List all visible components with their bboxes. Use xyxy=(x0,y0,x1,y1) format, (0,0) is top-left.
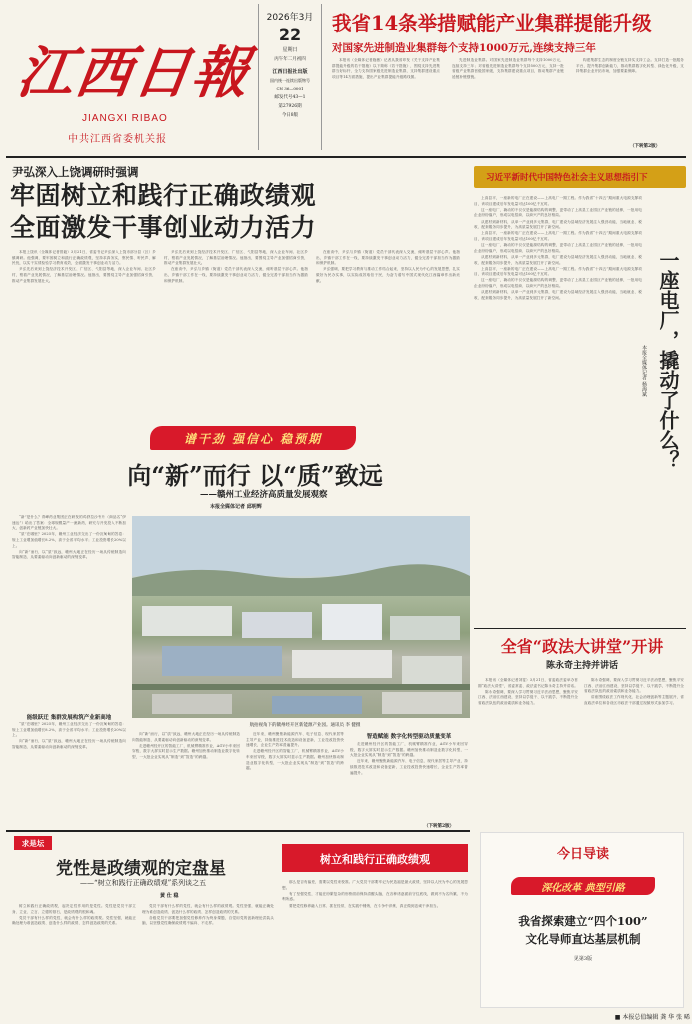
feature-photo xyxy=(132,516,470,718)
bottom-left-subhead: ——“树立和践行正确政绩观”系列谈之五 xyxy=(80,879,207,887)
top-story-col-3: 构建集群生态的制度全链支持实支持工会。支持打造一批服务平台，提升集群创新能力，推动集群数字化转型、绿色化升级，支持集群企业开拓市场，加强要素保障。 xyxy=(576,58,684,74)
middle-col-1: 向“新”而行，以“质”致远，赣州大地正在经历一场从传统制造向智能制造、从要素驱动向创新驱动的深刻变革。 走进赣州经开区的智能工厂，机械臂精准作业，AGV小车来回穿梭，数字大屏实时显示生产数据。赣州加快推动制造业数字化转型，一大批企业实现从“制造”到“智造”的跨越。 xyxy=(132,732,240,759)
feature-headline: 向“新”而行 以“质”致远 xyxy=(127,461,383,490)
second-story-headline-2: 全面激发干事创业动力活力 xyxy=(10,213,317,242)
bottom-mid-banner-text: 树立和践行正确政绩观 xyxy=(320,853,430,866)
post-code: 邮发代号43—1 xyxy=(274,95,306,100)
bottom-mid-banner xyxy=(282,844,468,872)
top-story-col-2: 先进制造业集群。对国家先进制造业集群每个支持1000万元，连续支持三年；对省级先进制造业集群每个支持500万元，支持一批省级产业集群晋级国家级，支持集群建设重点项目，推动集群产业链延链补链强链。 xyxy=(452,58,564,79)
date-panel xyxy=(258,4,322,150)
issue-number: 第27926期 xyxy=(278,104,302,109)
bottom-left-author: 黄 仕 稳 xyxy=(160,893,179,899)
right-lower-divider xyxy=(474,628,686,629)
feature-byline: 本报全媒体记者 邱明辉 xyxy=(210,504,262,510)
top-story-col-1: 本报讯（全媒体记者施薇）记者从我省印发《关于支持产业集群提能升级的若干措施》以下简称《若干措施》，围绕支持先进集群当好标杆，全力支持国家级先进制造业集群，支持集群建设重点项目等14方面措施，提出产业集群提能升级路线图。 xyxy=(332,58,440,79)
second-story-kicker: 尹弘深入上饶调研时强调 xyxy=(12,165,139,179)
top-story-subhead: 对国家先进制造业集群每个支持1000万元,连续支持三年 xyxy=(332,42,596,54)
masthead-pinyin: JIANGXI RIBAO xyxy=(82,113,168,124)
right-column-headline: 一座电厂，撬动了什么？ xyxy=(656,250,680,470)
right-banner-text: 习近平新时代中国特色社会主义思想指引下 xyxy=(486,173,648,183)
slogan-banner xyxy=(150,426,356,450)
photo-caption: 航拍视角下的赣州经开区新能源产业园。通讯员 李 健摄 xyxy=(249,723,361,728)
second-story-col-2: 尹弘先后来到上饶经济技术开发区、广信区、弋阳县等地，深入企业车间、社区乡村，察看产业发展情况，了解基层治理情况。他指出，要围绕主导产业加强招商引资，推动产业集群发展壮大。 在座谈中，尹弘与乡镇（街道）党员干部代表深入交流，倾听基层干部心声。他指出，乡镇干部工作在一线，要持续激发干事创业动力活力，健全完善干部担当作为激励和保护机制。 xyxy=(164,250,308,283)
today-guide-banner xyxy=(511,877,655,895)
date-day: 22 xyxy=(278,25,302,44)
cn-number-label: 国内统一连续出版物号 xyxy=(270,78,310,83)
masthead xyxy=(0,0,692,152)
bottom-mid-col: 那么是否有偏差，需要以党性来校准。广大党员干部要牢记为民造福是最大政绩，坚持以人民为中心的发展思想。 有了坚强党性，才能在纷繁复杂的形势面前保持清醒头脑，在各种诱惑面前守住底线，做到不为名所累、不为利所惑。 要把党性修养融入日常、抓在经常，在实践中锤炼，在斗争中淬炼，真正做到忠诚干净担当。 xyxy=(282,880,468,908)
bottom-left-col-2: 党员干部有什么样的党性，就会有什么样的政绩观。党性坚强，就能正确处理为谁创造政绩、创造什么样的政绩、怎样创造政绩的关系。 各级党员干部要把加强党性修养作为终身课题，自觉用党的创新理论武装头脑，以坚强党性确保政绩观不偏向、不走样。 xyxy=(142,904,274,926)
middle-col-2: 近年来，赣州聚焦新能源汽车、电子信息、现代家居等主导产业，持续推进技术改造和设备更新，工业技改投资快速增长，企业生产效率普遍提升。 走进赣州经开区的智能工厂，机械臂精准作业，AGV小车来回穿梭，数字大屏实时显示生产数据。赣州加快推动制造业数字化转型，一大批企业实现从“制造”到“智造”的跨越。 xyxy=(246,732,344,771)
date-weekday: 星期日 xyxy=(282,47,298,53)
today-guide-banner-text: 深化改革 典型引路 xyxy=(541,883,625,894)
top-story-continued: （下转第2版） xyxy=(630,144,661,149)
today-guide-more[interactable]: 见第3版 xyxy=(573,956,593,962)
second-story-col-3: 在座谈中，尹弘与乡镇（街道）党员干部代表深入交流，倾听基层干部心声。他指出，乡镇干部工作在一线，要持续激发干事创业动力活力，健全完善干部担当作为激励和保护机制。 尹弘强调，要把学习教育与推动工作结合起来，坚持以人民为中心的发展思想，扎实做好为民办实事，以实际成效取信于民，为奋力谱写中国式现代化江西篇章作出新贡献。 xyxy=(316,250,460,283)
right-mid-continued: （下转第2版） xyxy=(424,824,455,829)
right-banner xyxy=(474,166,686,188)
right-lower-subhead: 陈永奇主持并讲话 xyxy=(545,661,618,671)
right-column-byline: 本报全媒体记者 杨海斌 xyxy=(641,345,647,397)
page-count: 今日8版 xyxy=(281,113,299,118)
second-story-col-1: 本报上饶讯（全媒体记者曾毅）3月21日，省委书记尹弘深入上饶市部分县（区）乡镇调研。他强调，要牢固树立和践行正确政绩观，坚持求真务实，察民情、听民声、解民忧，以实干实绩检验学习教育成效，全面激发干事创业动力活力。 尹弘先后来到上饶经济技术开发区、广信区、弋阳县等地，深入企业车间、社区乡村，察看产业发展情况，了解基层治理情况。他指出，要围绕主导产业加强招商引资，推动产业集群发展壮大。 xyxy=(12,250,156,283)
masthead-logo-title: 江西日報 xyxy=(13,40,255,106)
cn-number: CN 36—0001 xyxy=(276,86,304,91)
left-article-body: “质”在哪里？2025年，赣州工业经济交出了一份沉甸甸的答卷：规上工业增加值增长8.2%，高于全省平均水平；工业投资增长20%以上。 向“新”而行，以“质”致远，赣州大地正在经历一场从传统制造向智能制造、从要素驱动向创新驱动的深刻变革。 xyxy=(12,722,126,749)
feature-subhead: ——赣州工业经济高质量发展观察 xyxy=(200,490,328,500)
right-lower-col-1: 本报讯（全媒体记者刘雯）3月21日，省委政法委举办首期“政法大讲堂”，省委常委、政法委书记陈永奇主持并讲话。 陈永奇强调，要深入学习贯彻习近平法治思想，聚焦平安江西、法治江西建设，坚持以学促干、以干践学，不断提升全省政法队伍的政治素质和业务能力。 xyxy=(478,678,578,705)
today-guide-title: 今日导读 xyxy=(556,847,609,862)
slogan-text: 谱干劲 强信心 稳预期 xyxy=(183,432,323,446)
right-lower-headline: 全省“政法大讲堂”开讲 xyxy=(500,637,664,656)
right-mid-section-title: 智造赋能 数字化转型驱动质量变革 xyxy=(366,734,452,740)
right-column-body: 上高县平，一座新的电厂正在建设——上高电厂一期工程。作为我省“十四五”期间重大电源支撑项目，该项目建成后年发电量可达100亿千瓦时。 这一座电厂，撬动的不仅仅是能源结构的调整，更带动了上高县工业园区产业链的延伸，一批用电企业纷纷落户，形成以电招商、以商兴产的良好格局。 从建材到新材料，从单一产业到多元集群，电厂建设为县域经济发展注入强劲动能，当地就业、税收、配套服务同步提升，为高质量发展打开了新空间。 上高县平，一座新的电厂正在建设——上高电厂一期工程。作为我省“十四五”期间重大电源支撑项目，该项目建成后年发电量可达100亿千瓦时。 这一座电厂，撬动的不仅仅是能源结构的调整，更带动了上高县工业园区产业链的延伸，一批用电企业纷纷落户，形成以电招商、以商兴产的良好格局。 从建材到新材料，从单一产业到多元集群，电厂建设为县域经济发展注入强劲动能，当地就业、税收、配套服务同步提升，为高质量发展打开了新空间。 上高县平，一座新的电厂正在建设——上高电厂一期工程。作为我省“十四五”期间重大电源支撑项目，该项目建成后年发电量可达100亿千瓦时。 这一座电厂，撬动的不仅仅是能源结构的调整，更带动了上高县工业园区产业链的延伸，一批用电企业纷纷落户，形成以电招商、以商兴产的良好格局。 从建材到新材料，从单一产业到多元集群，电厂建设为县域经济发展注入强劲动能，当地就业、税收、配套服务同步提升，为高质量发展打开了新空间。 xyxy=(474,196,642,300)
second-story-headline-1: 牢固树立和践行正确政绩观 xyxy=(10,181,317,210)
masthead-publisher: 中共江西省委机关报 xyxy=(68,134,167,145)
right-lower-col-2: 陈永奇强调，要深入学习贯彻习近平法治思想，聚焦平安江西、法治江西建设，坚持以学促干、以干践学，不断提升全省政法队伍的政治素质和业务能力。 讲座围绕政法工作现代化、社会治理创新等主题展开，省直政法单位和各设区市政法干部通过视频形式参加学习。 xyxy=(584,678,684,705)
right-mid-col: 走进赣州经开区的智能工厂，机械臂精准作业，AGV小车来回穿梭，数字大屏实时显示生产数据。赣州加快推动制造业数字化转型，一大批企业实现从“制造”到“智造”的跨越。 近年来，赣州聚焦新能源汽车、电子信息、现代家居等主导产业，持续推进技术改造和设备更新，工业技改投资快速增长，企业生产效率普遍提升。 xyxy=(350,742,468,775)
masthead-divider xyxy=(6,156,686,158)
date-year-month: 2026年3月 xyxy=(266,13,314,23)
top-story-headline: 我省14条举措赋能产业集群提能升级 xyxy=(332,12,652,35)
publisher-org: 江西日报社出版 xyxy=(272,69,308,75)
today-guide-box xyxy=(480,832,684,1008)
left-article-intro: “新”是什么？青峰药业集团正在研发的鸡舒拉沙韦片（商品名“伊速达”）给出了答案：全球规模量产一流新药，研究与开发投入不断加大，创新药产业链加快壮大。 “质”在哪里？2025年，赣州工业经济交出了一份沉甸甸的答卷：规上工业增加值增长8.2%，高于全省平均水平；工业投资增长20%以上。 向“新”而行，以“质”致远，赣州大地正在经历一场从传统制造向智能制造、从要素驱动向创新驱动的深刻变革。 xyxy=(12,515,126,560)
bottom-left-headline: 党性是政绩观的定盘星 xyxy=(56,859,226,879)
left-article-section-title: 能级跃迁 集群发展构筑产业新高地 xyxy=(26,715,112,721)
bottom-left-col-1: 树立和践行正确政绩观，起决定性作用的是党性。党性是党员干部立身、立业、立言、立德的基石，是政绩观的根和魂。 党员干部有什么样的党性，就会有什么样的政绩观。党性坚强，就能正确处理为谁创造政绩、创造什么样的政绩、怎样创造政绩的关系。 xyxy=(12,904,136,926)
column-tag-text: 求是坛 xyxy=(21,839,45,848)
industrial-park-photo xyxy=(132,516,470,718)
today-guide-headline-1[interactable]: 我省探索建立“四个100” xyxy=(518,914,648,928)
date-lunar: 丙午年二月初四 xyxy=(274,57,306,62)
today-guide-headline-2[interactable]: 文化导师直达基层机制 xyxy=(525,932,641,946)
column-tag xyxy=(14,836,52,850)
footer-editor: ■ 本报总值编辑 龚 华 张 晞 xyxy=(614,1014,690,1021)
bottom-divider xyxy=(6,830,470,832)
